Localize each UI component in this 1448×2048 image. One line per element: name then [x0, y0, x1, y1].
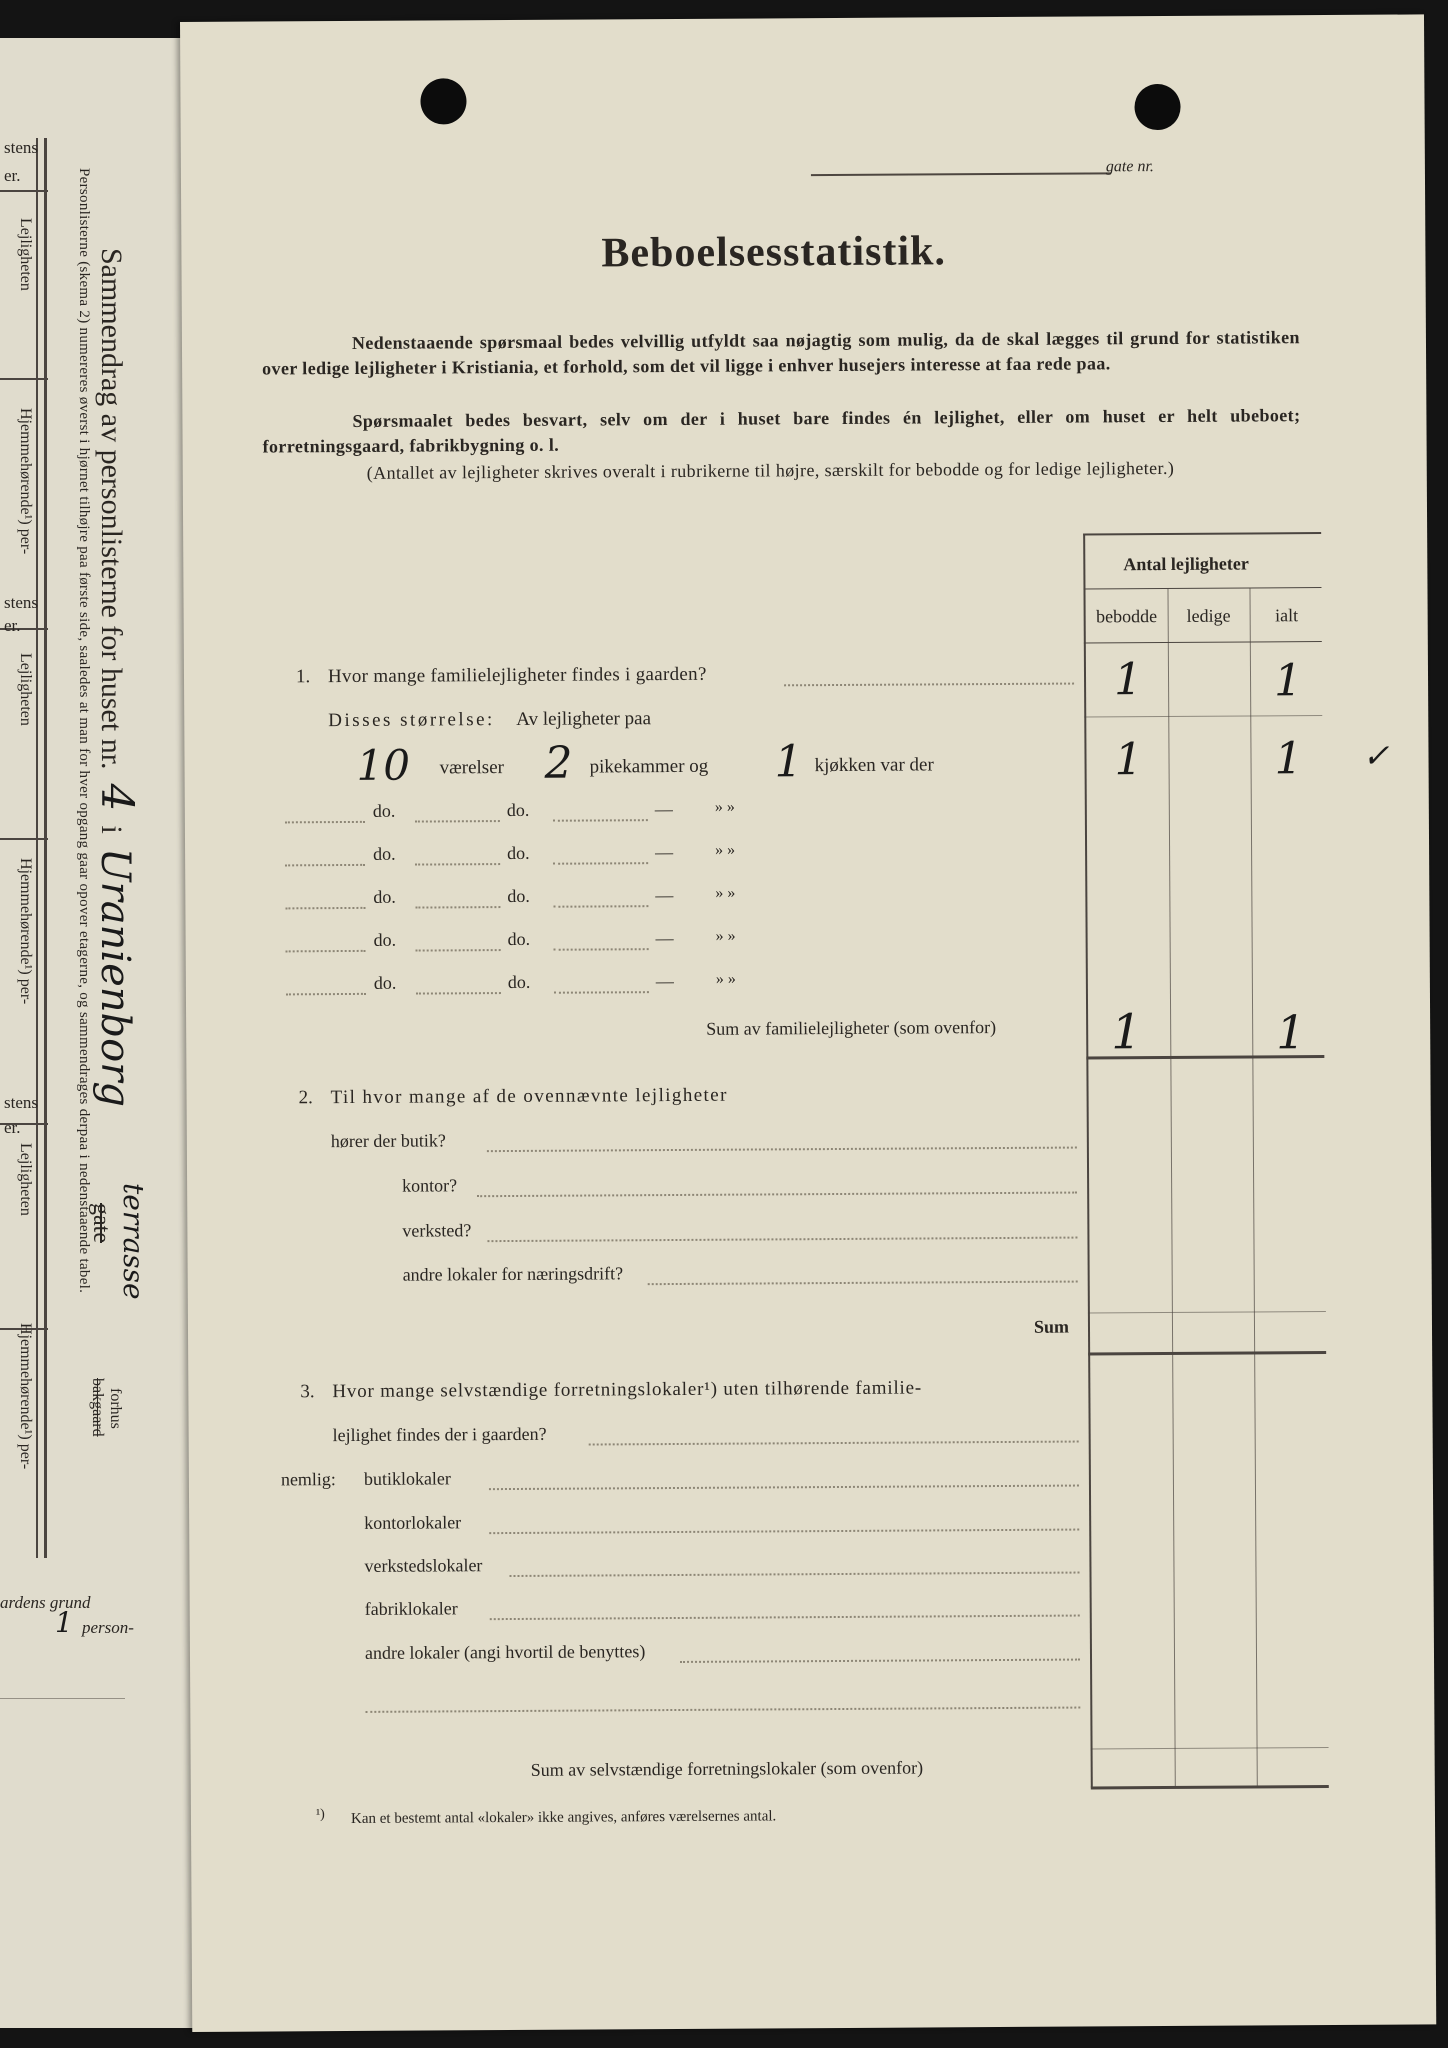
table-left-rule — [1083, 533, 1093, 1787]
table-sum-rule — [1088, 1351, 1326, 1355]
instructions-text: Personlisterne (skema 2) numereres øverst i hjørnet tilhøjre paa første side, saaledes at man for hver opgang gaar opover etagerne, og sammendrages derpaa i nedenstaaende tabel. — [76, 168, 92, 1294]
table-top-rule — [1083, 532, 1321, 535]
table-col-rule — [1249, 587, 1257, 1786]
q3-item: kontorlokaler — [364, 1512, 462, 1533]
table-header: Antal lejligheter — [1123, 553, 1249, 575]
form-page — [180, 14, 1436, 2032]
leader-dots — [489, 1485, 1079, 1491]
col-label: Hjemmehørende¹) per- — [17, 1323, 34, 1470]
q1-number: 1. — [295, 666, 311, 688]
gate-label: gate nr. — [1105, 158, 1154, 176]
leader-dots — [490, 1615, 1080, 1621]
street-name: Uranienborg — [92, 847, 138, 1107]
q2-butik: hører der butik? — [330, 1130, 446, 1152]
do-label: do. — [373, 972, 397, 993]
intro-paragraph-1: Nedenstaaende spørsmaal bedes velvillig utfyldt saa nøjagtig som mulig, da de skal lægges til grund for statistiken over ledige lejligheter i Kristiania, et forhold, som det vil ligge i enhver husejers interesse at faa rede paa. — [262, 327, 1301, 379]
sum-label: Sum — [1033, 1316, 1070, 1337]
size-bebodde-value: 1 — [1114, 734, 1143, 786]
table-header-rule — [1083, 587, 1321, 589]
table-col-rule — [1167, 588, 1175, 1787]
leader-dots — [553, 905, 648, 908]
table-row-rule — [1084, 715, 1322, 717]
sum-bebodde-value: 1 — [1111, 1004, 1142, 1061]
intro-paragraph-3: (Antallet av lejligheter skrives overalt i rubrikerne til højre, særskilt for bebodde og for ledige lejligheter.) — [366, 457, 1175, 483]
summary-title: Sammendrag av personlisterne for huset nr. — [95, 248, 128, 770]
bakgaard-struck: bakgaard — [89, 1378, 106, 1437]
col-ledige: ledige — [1186, 605, 1231, 626]
dash: — — [655, 971, 674, 992]
q3-number: 3. — [300, 1381, 315, 1403]
sizes-intro: Av lejligheter paa — [516, 708, 652, 730]
q3-item: verkstedslokaler — [364, 1555, 483, 1576]
sum-familie-label — [706, 1017, 996, 1040]
do-row — [286, 970, 846, 1003]
dash: — — [655, 842, 674, 863]
do-label: do. — [372, 800, 396, 821]
sum-forretning-label: Sum av selvstændige forretningslokaler (som ovenfor) — [530, 1757, 924, 1780]
dash: — — [655, 885, 674, 906]
leader-dots — [554, 948, 649, 951]
q3-item: andre lokaler (angi hvortil de benyttes) — [364, 1641, 646, 1663]
street-added: terrasse — [117, 1183, 150, 1300]
ditto-marks: » » — [715, 927, 736, 945]
label-kjokken: kjøkken var der — [814, 754, 934, 777]
left-page — [0, 38, 200, 2028]
table-bottom-rule — [1091, 1785, 1329, 1789]
leader-dots — [415, 820, 500, 823]
leader-dots — [286, 950, 366, 952]
leader-dots — [285, 907, 365, 909]
do-label: do. — [507, 842, 530, 864]
forhus-label: forhus — [107, 1388, 124, 1429]
do-row — [286, 927, 846, 960]
do-row — [285, 841, 845, 874]
punch-hole — [1134, 84, 1180, 130]
leader-dots — [554, 991, 649, 994]
col-label: er. — [4, 166, 21, 185]
punch-hole — [420, 78, 466, 124]
leader-dots — [365, 1707, 1080, 1713]
q3-item: butiklokaler — [363, 1468, 451, 1489]
do-rows — [285, 798, 846, 1001]
left-rule — [0, 838, 48, 840]
table-row-rule — [1088, 1311, 1326, 1313]
left-rule — [0, 1698, 125, 1699]
gate-struck: gate — [88, 1203, 114, 1243]
col-ialt: ialt — [1275, 605, 1299, 626]
do-label: do. — [373, 843, 396, 864]
leader-dots — [286, 993, 366, 995]
col-label: Lejligheten — [17, 218, 34, 291]
leader-dots — [477, 1192, 1077, 1198]
leader-dots — [553, 819, 648, 822]
q1-text: Hvor mange familielejligheter findes i gaarden? — [327, 663, 707, 688]
bottom-label: person- — [82, 1618, 134, 1637]
footnote: Kan et bestemt antal «lokaler» ikke angives, anføres værelsernes antal. — [350, 1808, 777, 1827]
summary-title-line — [91, 248, 142, 1107]
leader-dots — [416, 949, 501, 952]
q3-text: Hvor mange selvstændige forretningslokaler¹) uten tilhørende familie- — [332, 1377, 923, 1403]
ditto-marks: » » — [715, 884, 736, 902]
q1-bebodde-value: 1 — [1113, 654, 1143, 706]
ditto-marks: » » — [715, 841, 736, 859]
leader-dots — [285, 821, 365, 823]
leader-dots — [553, 862, 648, 865]
footnote-mark: ¹) — [315, 1807, 325, 1823]
do-row — [285, 884, 845, 917]
nemlig-label: nemlig: — [280, 1469, 336, 1490]
col-bebodde: bebodde — [1096, 606, 1158, 627]
do-label: do. — [507, 928, 531, 950]
col-label: Hjemmehørende¹) per- — [17, 858, 34, 1005]
q3-item: fabriklokaler — [364, 1598, 458, 1619]
col-label: Hjemmehørende¹) per- — [17, 408, 34, 555]
col-label: stens — [4, 1093, 38, 1112]
leader-dots — [487, 1237, 1077, 1243]
size-pike-value: 2 — [544, 737, 573, 789]
do-label: do. — [373, 929, 397, 950]
col-label: er. — [4, 616, 21, 635]
dash: — — [654, 799, 673, 820]
leader-dots — [415, 906, 500, 909]
col-label: Lejligheten — [17, 1143, 34, 1216]
leader-dots — [487, 1147, 1077, 1153]
size-ialt-value: 1 — [1274, 733, 1303, 785]
do-row — [285, 798, 845, 831]
label-vaerelser: værelser — [439, 757, 504, 779]
ditto-marks: » » — [714, 798, 735, 816]
label-pike: pikekammer og — [589, 755, 709, 778]
table-subheader-rule — [1084, 641, 1322, 643]
leader-dots — [416, 992, 501, 995]
size-kjokken-value: 1 — [774, 736, 803, 788]
bottom-value: 1 — [55, 1606, 73, 1639]
q2-kontor: kontor? — [402, 1175, 458, 1196]
sum-ialt-value: 1 — [1276, 1005, 1306, 1060]
leader-dots — [509, 1572, 1079, 1577]
q2-number: 2. — [298, 1087, 313, 1109]
leader-dots — [784, 683, 1074, 687]
ditto-marks: » » — [715, 970, 736, 988]
col-label: stens — [4, 138, 38, 157]
left-border-rule — [44, 138, 47, 1558]
col-label: Lejligheten — [17, 653, 34, 726]
bottom-label: ardens grund — [0, 1593, 91, 1612]
leader-dots — [415, 863, 500, 866]
leader-dots — [489, 1529, 1079, 1535]
sum-familie-text: Sum av familielejligheter (som ovenfor) — [706, 1017, 997, 1039]
q3-text-2: lejlighet findes der i gaarden? — [332, 1423, 547, 1446]
table-row-rule — [1091, 1747, 1329, 1749]
do-label: do. — [506, 799, 530, 821]
size-rooms-value: 10 — [356, 740, 411, 790]
q1-ialt-value: 1 — [1273, 655, 1303, 707]
left-rule — [0, 190, 48, 192]
leader-dots — [589, 1441, 1079, 1446]
left-rule — [0, 378, 48, 380]
sizes-label: Disses størrelse: — [328, 709, 495, 732]
q2-text: Til hvor mange af de ovennævnte lejligheter — [330, 1084, 728, 1109]
do-label: do. — [507, 971, 531, 993]
in-word: i — [95, 825, 128, 834]
col-label: er. — [4, 1118, 21, 1137]
q2-andre: andre lokaler for næringsdrift? — [402, 1263, 624, 1285]
q2-verksted: verksted? — [402, 1220, 472, 1241]
page-title: Beboelsesstatistik. — [601, 228, 947, 277]
check-mark: ✓ — [1362, 736, 1390, 775]
house-number: 4 — [91, 783, 142, 812]
left-border-rule-inner — [36, 138, 38, 1558]
leader-dots — [648, 1281, 1078, 1286]
do-label: do. — [507, 885, 530, 907]
gate-line — [811, 172, 1111, 176]
leader-dots — [680, 1659, 1080, 1663]
leader-dots — [285, 864, 365, 866]
dash: — — [655, 928, 674, 949]
intro-paragraph-2: Spørsmaalet bedes besvart, selv om der i huset bare findes én lejlighet, eller om huset er helt ubeboet; forretningsgaard, fabrikbygning o. l. — [262, 405, 1301, 457]
col-label: stens — [4, 593, 38, 612]
do-label: do. — [373, 886, 396, 907]
